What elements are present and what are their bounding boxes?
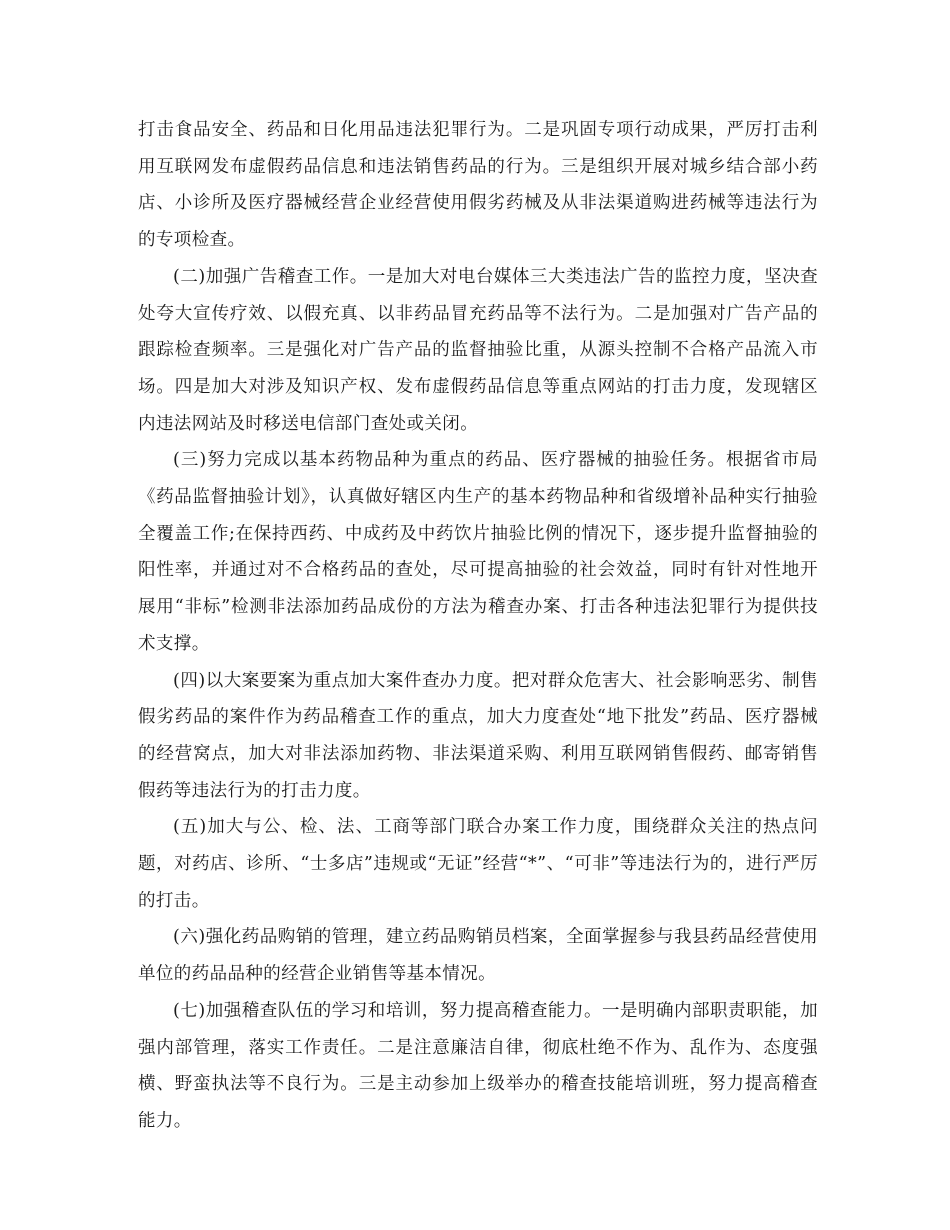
paragraph-advertising-inspection: (二)加强广告稽查工作。一是加大对电台媒体三大类违法广告的监控力度，坚决查处夸大宣传疗效、以假充真、以非药品冒充药品等不法行为。二是加强对广告产品的跟踪检查频率。三是强化对广告产品的监督抽验比重，从源头控制不合格产品流入市场。四是加大对涉及知识产权、发布虚假药品信息等重点网站的打击力度，发现辖区内违法网站及时移送电信部门查处或关闭。 bbox=[138, 266, 818, 434]
paragraph-major-cases: (四)以大案要案为重点加大案件查办力度。把对群众危害大、社会影响恶劣、制售假劣药品的案件作为药品稽查工作的重点，加大力度查处“地下批发”药品、医疗器械的经营窝点，加大对非法添加药物、非法渠道采购、利用互联网销售假药、邮寄销售假药等违法行为的打击力度。 bbox=[138, 670, 818, 801]
paragraph-joint-enforcement: (五)加大与公、检、法、工商等部门联合办案工作力度，围绕群众关注的热点问题，对药店、诊所、“士多店”违规或“无证”经营“*”、“可非”等违法行为的，进行严厉的打击。 bbox=[138, 817, 818, 911]
paragraph-continuation: 打击食品安全、药品和日化用品违法犯罪行为。二是巩固专项行动成果，严厉打击利用互联网发布虚假药品信息和违法销售药品的行为。三是组织开展对城乡结合部小药店、小诊所及医疗器械经营企业经营使用假劣药械及从非法渠道购进药械等违法行为的专项检查。 bbox=[138, 120, 818, 251]
document-body bbox=[138, 112, 818, 1140]
paragraph-sampling-tasks: (三)努力完成以基本药物品种为重点的药品、医疗器械的抽验任务。根据省市局《药品监督抽验计划》，认真做好辖区内生产的基本药物品种和省级增补品种实行抽验全覆盖工作;在保持西药、中成药及中药饮片抽验比例的情况下，逐步提升监督抽验的阳性率，并通过对不合格药品的查处，尽可提高抽验的社会效益，同时有针对性地开展用“非标”检测非法添加药品成份的方法为稽查办案、打击各种违法犯罪行为提供技术支撑。 bbox=[138, 450, 818, 654]
paragraph-team-training: (七)加强稽查队伍的学习和培训，努力提高稽查能力。一是明确内部职责职能，加强内部管理，落实工作责任。二是注意廉洁自律，彻底杜绝不作为、乱作为、态度强横、野蛮执法等不良行为。三是主动参加上级举办的稽查技能培训班，努力提高稽查能力。 bbox=[138, 1000, 818, 1131]
paragraph-purchase-sales: (六)强化药品购销的管理，建立药品购销员档案，全面掌握参与我县药品经营使用单位的药品品种的经营企业销售等基本情况。 bbox=[138, 927, 818, 985]
